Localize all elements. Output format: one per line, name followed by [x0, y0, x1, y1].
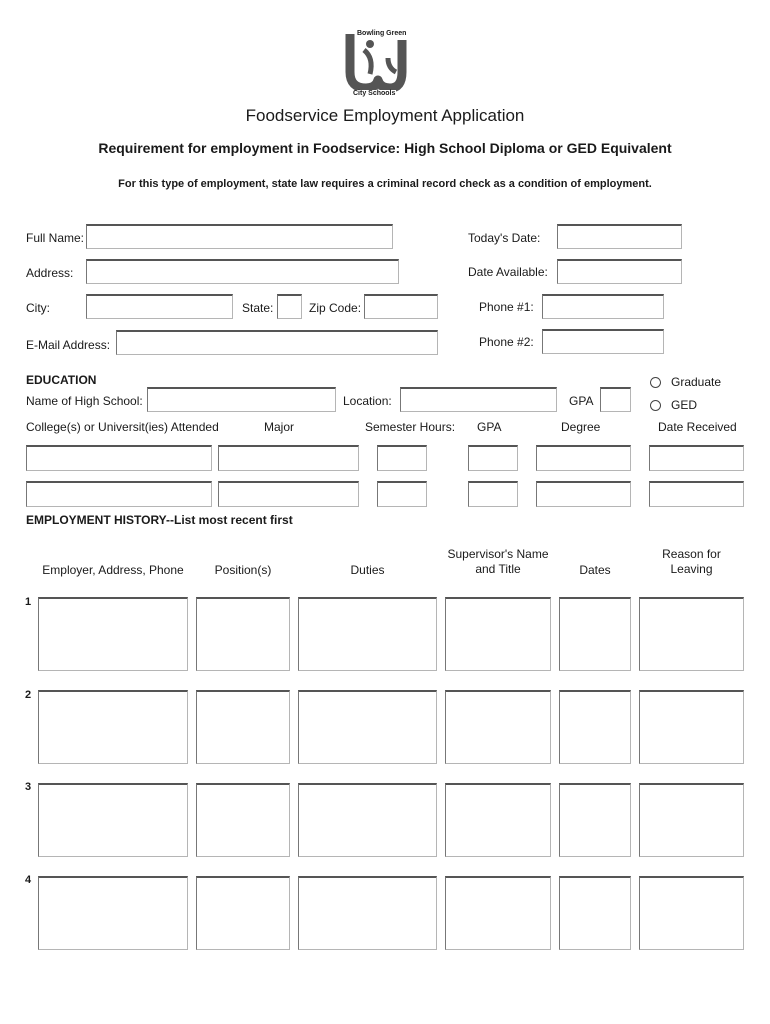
major-field[interactable] — [218, 445, 359, 471]
employer-field[interactable] — [38, 690, 188, 764]
semester-hours-column-header: Semester Hours: — [365, 420, 456, 434]
semester-hours-field[interactable] — [377, 481, 427, 507]
gpa-column-header: GPA — [477, 420, 502, 434]
dates-field[interactable] — [559, 597, 631, 671]
date-available-label: Date Available: — [468, 265, 548, 279]
phone2-field[interactable] — [542, 329, 664, 354]
phone1-field[interactable] — [542, 294, 664, 319]
reason-header-line1: Reason for — [662, 547, 721, 561]
high-school-field[interactable] — [147, 387, 336, 412]
state-field[interactable] — [277, 294, 302, 319]
supervisor-field[interactable] — [445, 690, 551, 764]
reason-field[interactable] — [639, 597, 744, 671]
full-name-field[interactable] — [86, 224, 393, 249]
row-number: 1 — [25, 596, 32, 608]
position-field[interactable] — [196, 783, 290, 857]
dates-field[interactable] — [559, 690, 631, 764]
school-logo — [340, 28, 410, 100]
supervisor-header-line1: Supervisor's Name — [447, 547, 549, 561]
duties-column-header: Duties — [350, 563, 385, 577]
hs-gpa-label: GPA — [569, 394, 594, 408]
employer-field[interactable] — [38, 597, 188, 671]
supervisor-field[interactable] — [445, 783, 551, 857]
hs-gpa-field[interactable] — [600, 387, 631, 412]
zip-code-field[interactable] — [364, 294, 438, 319]
todays-date-field[interactable] — [557, 224, 682, 249]
dates-column-header: Dates — [579, 563, 611, 577]
employer-field[interactable] — [38, 783, 188, 857]
row-number: 3 — [25, 781, 32, 793]
full-name-label: Full Name: — [26, 231, 85, 245]
reason-field[interactable] — [639, 876, 744, 950]
phone1-label: Phone #1: — [479, 300, 534, 314]
address-field[interactable] — [86, 259, 399, 284]
position-field[interactable] — [196, 597, 290, 671]
duties-field[interactable] — [298, 783, 437, 857]
supervisor-column-header — [445, 547, 551, 577]
city-field[interactable] — [86, 294, 233, 319]
major-column-header: Major — [264, 420, 295, 434]
duties-field[interactable] — [298, 690, 437, 764]
reason-field[interactable] — [639, 690, 744, 764]
notice-text: For this type of employment, state law requires a criminal record check as a condition of employment. — [118, 178, 652, 190]
email-field[interactable] — [116, 330, 438, 355]
location-label: Location: — [343, 394, 392, 408]
degree-field[interactable] — [536, 445, 631, 471]
education-heading: EDUCATION — [26, 373, 97, 387]
ged-radio[interactable] — [650, 400, 661, 411]
college-column-header: College(s) or Universit(ies) Attended — [26, 420, 219, 434]
form-title: Foodservice Employment Application — [245, 106, 525, 125]
position-column-header: Position(s) — [214, 563, 272, 577]
address-label: Address: — [26, 266, 74, 280]
zip-code-label: Zip Code: — [309, 301, 362, 315]
gpa-field[interactable] — [468, 481, 518, 507]
dates-field[interactable] — [559, 876, 631, 950]
row-number: 2 — [25, 689, 32, 701]
employer-column-header: Employer, Address, Phone — [42, 563, 184, 577]
duties-field[interactable] — [298, 876, 437, 950]
supervisor-field[interactable] — [445, 597, 551, 671]
logo-text-top: Bowling Green — [357, 30, 407, 37]
high-school-label: Name of High School: — [26, 394, 143, 408]
date-available-field[interactable] — [557, 259, 682, 284]
city-label: City: — [26, 301, 50, 315]
todays-date-label: Today's Date: — [468, 231, 541, 245]
position-field[interactable] — [196, 690, 290, 764]
state-label: State: — [242, 301, 274, 315]
position-field[interactable] — [196, 876, 290, 950]
reason-field[interactable] — [639, 783, 744, 857]
graduate-radio[interactable] — [650, 377, 661, 388]
requirement-text: Requirement for employment in Foodservice: High School Diploma or GED Equivalent — [98, 140, 672, 156]
ged-label: GED — [671, 398, 698, 412]
graduate-label: Graduate — [671, 375, 722, 389]
logo-text-bottom: City Schools — [353, 90, 396, 97]
supervisor-field[interactable] — [445, 876, 551, 950]
row-number: 4 — [25, 874, 32, 886]
duties-field[interactable] — [298, 597, 437, 671]
semester-hours-field[interactable] — [377, 445, 427, 471]
dates-field[interactable] — [559, 783, 631, 857]
employer-field[interactable] — [38, 876, 188, 950]
date-received-field[interactable] — [649, 481, 744, 507]
reason-header-line2: Leaving — [670, 562, 713, 576]
date-received-field[interactable] — [649, 445, 744, 471]
college-field[interactable] — [26, 445, 212, 471]
degree-field[interactable] — [536, 481, 631, 507]
date-received-column-header: Date Received — [658, 420, 737, 434]
college-field[interactable] — [26, 481, 212, 507]
gpa-field[interactable] — [468, 445, 518, 471]
location-field[interactable] — [400, 387, 557, 412]
supervisor-header-line2: and Title — [475, 562, 521, 576]
major-field[interactable] — [218, 481, 359, 507]
email-label: E-Mail Address: — [26, 338, 111, 352]
employment-heading: EMPLOYMENT HISTORY--List most recent first — [26, 513, 293, 527]
degree-column-header: Degree — [561, 420, 601, 434]
reason-column-header — [639, 547, 744, 577]
phone2-label: Phone #2: — [479, 335, 534, 349]
